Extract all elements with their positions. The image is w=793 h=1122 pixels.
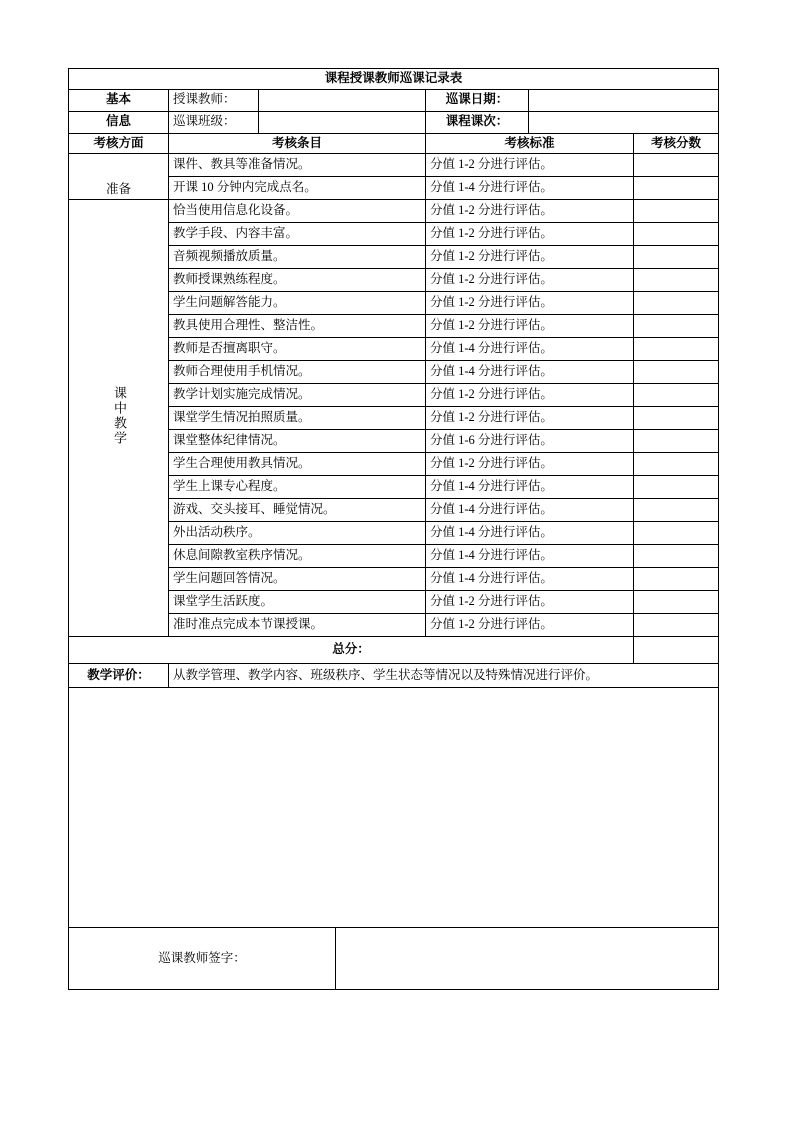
score-field[interactable] <box>634 407 719 430</box>
criteria-standard: 分值 1-4 分进行评估。 <box>426 177 634 200</box>
criteria-item: 学生合理使用教具情况。 <box>169 453 426 476</box>
section-label-teaching <box>69 200 169 637</box>
score-field[interactable] <box>634 200 719 223</box>
criteria-item: 课堂学生情况拍照质量。 <box>169 407 426 430</box>
score-field[interactable] <box>634 614 719 637</box>
score-field[interactable] <box>634 338 719 361</box>
basic-info-row-1 <box>69 89 719 111</box>
score-field[interactable] <box>634 476 719 499</box>
evaluation-content-field[interactable] <box>69 688 719 928</box>
criteria-item: 音频视频播放质量。 <box>169 246 426 269</box>
score-field[interactable] <box>634 430 719 453</box>
session-label: 课程课次： <box>426 111 529 133</box>
table-row <box>69 154 719 177</box>
signature-row <box>69 928 719 990</box>
score-field[interactable] <box>634 545 719 568</box>
criteria-standard: 分值 1-2 分进行评估。 <box>426 246 634 269</box>
criteria-item: 课堂整体纪律情况。 <box>169 430 426 453</box>
score-field[interactable] <box>634 568 719 591</box>
criteria-standard: 分值 1-4 分进行评估。 <box>426 522 634 545</box>
class-value-field[interactable] <box>259 111 426 133</box>
page-title: 课程授课教师巡课记录表 <box>69 69 719 90</box>
basic-info-label-2: 信息 <box>69 111 169 133</box>
criteria-standard: 分值 1-4 分进行评估。 <box>426 338 634 361</box>
criteria-item: 游戏、交头接耳、睡觉情况。 <box>169 499 426 522</box>
score-field[interactable] <box>634 246 719 269</box>
criteria-standard: 分值 1-2 分进行评估。 <box>426 384 634 407</box>
criteria-standard: 分值 1-4 分进行评估。 <box>426 476 634 499</box>
criteria-standard: 分值 1-4 分进行评估。 <box>426 545 634 568</box>
criteria-standard: 分值 1-2 分进行评估。 <box>426 591 634 614</box>
score-field[interactable] <box>634 269 719 292</box>
evaluation-header-row <box>69 664 719 688</box>
class-label: 巡课班级： <box>169 111 259 133</box>
criteria-standard: 分值 1-2 分进行评估。 <box>426 315 634 338</box>
criteria-standard: 分值 1-2 分进行评估。 <box>426 223 634 246</box>
section-label-preparation: 准备 <box>69 154 169 200</box>
evaluation-content-row <box>69 688 719 928</box>
criteria-item: 恰当使用信息化设备。 <box>169 200 426 223</box>
header-aspect: 考核方面 <box>69 133 169 154</box>
criteria-standard: 分值 1-4 分进行评估。 <box>426 499 634 522</box>
session-value-field[interactable] <box>529 111 719 133</box>
criteria-standard: 分值 1-2 分进行评估。 <box>426 453 634 476</box>
criteria-item: 休息间隙教室秩序情况。 <box>169 545 426 568</box>
score-field[interactable] <box>634 292 719 315</box>
criteria-standard: 分值 1-4 分进行评估。 <box>426 361 634 384</box>
header-standard: 考核标准 <box>426 133 634 154</box>
score-field[interactable] <box>634 361 719 384</box>
basic-info-label-1: 基本 <box>69 89 169 111</box>
criteria-item: 外出活动秩序。 <box>169 522 426 545</box>
criteria-item: 课堂学生活跃度。 <box>169 591 426 614</box>
criteria-item: 学生问题解答能力。 <box>169 292 426 315</box>
criteria-item: 教师是否擅离职守。 <box>169 338 426 361</box>
criteria-standard: 分值 1-2 分进行评估。 <box>426 407 634 430</box>
score-field[interactable] <box>634 499 719 522</box>
criteria-item: 教学手段、内容丰富。 <box>169 223 426 246</box>
criteria-item: 教具使用合理性、整洁性。 <box>169 315 426 338</box>
basic-info-row-2 <box>69 111 719 133</box>
column-header-row <box>69 133 719 154</box>
criteria-item: 课件、教具等准备情况。 <box>169 154 426 177</box>
table-row <box>69 200 719 223</box>
criteria-standard: 分值 1-4 分进行评估。 <box>426 568 634 591</box>
date-value-field[interactable] <box>529 89 719 111</box>
criteria-item: 教师合理使用手机情况。 <box>169 361 426 384</box>
criteria-item: 教师授课熟练程度。 <box>169 269 426 292</box>
criteria-item: 教学计划实施完成情况。 <box>169 384 426 407</box>
section-label-teaching-text: 课中教学 <box>111 385 127 446</box>
score-field[interactable] <box>634 177 719 200</box>
signature-label: 巡课教师签字： <box>69 928 336 990</box>
score-field[interactable] <box>634 522 719 545</box>
criteria-standard: 分值 1-2 分进行评估。 <box>426 292 634 315</box>
criteria-standard: 分值 1-2 分进行评估。 <box>426 614 634 637</box>
signature-field[interactable] <box>336 928 719 990</box>
date-label: 巡课日期： <box>426 89 529 111</box>
criteria-standard: 分值 1-6 分进行评估。 <box>426 430 634 453</box>
evaluation-label: 教学评价： <box>69 664 169 688</box>
criteria-standard: 分值 1-2 分进行评估。 <box>426 154 634 177</box>
criteria-standard: 分值 1-2 分进行评估。 <box>426 269 634 292</box>
teacher-value-field[interactable] <box>259 89 426 111</box>
evaluation-prompt: 从教学管理、教学内容、班级秩序、学生状态等情况以及特殊情况进行评价。 <box>169 664 719 688</box>
criteria-standard: 分值 1-2 分进行评估。 <box>426 200 634 223</box>
score-field[interactable] <box>634 154 719 177</box>
score-field[interactable] <box>634 223 719 246</box>
total-value-field[interactable] <box>634 637 719 664</box>
table-title-row <box>69 69 719 90</box>
criteria-item: 学生上课专心程度。 <box>169 476 426 499</box>
criteria-item: 学生问题回答情况。 <box>169 568 426 591</box>
score-field[interactable] <box>634 384 719 407</box>
teacher-label: 授课教师： <box>169 89 259 111</box>
inspection-record-table <box>68 68 719 990</box>
header-score: 考核分数 <box>634 133 719 154</box>
total-score-row <box>69 637 719 664</box>
score-field[interactable] <box>634 591 719 614</box>
score-field[interactable] <box>634 315 719 338</box>
total-label: 总分： <box>69 637 634 664</box>
score-field[interactable] <box>634 453 719 476</box>
criteria-item: 开课 10 分钟内完成点名。 <box>169 177 426 200</box>
header-item: 考核条目 <box>169 133 426 154</box>
criteria-item: 准时准点完成本节课授课。 <box>169 614 426 637</box>
